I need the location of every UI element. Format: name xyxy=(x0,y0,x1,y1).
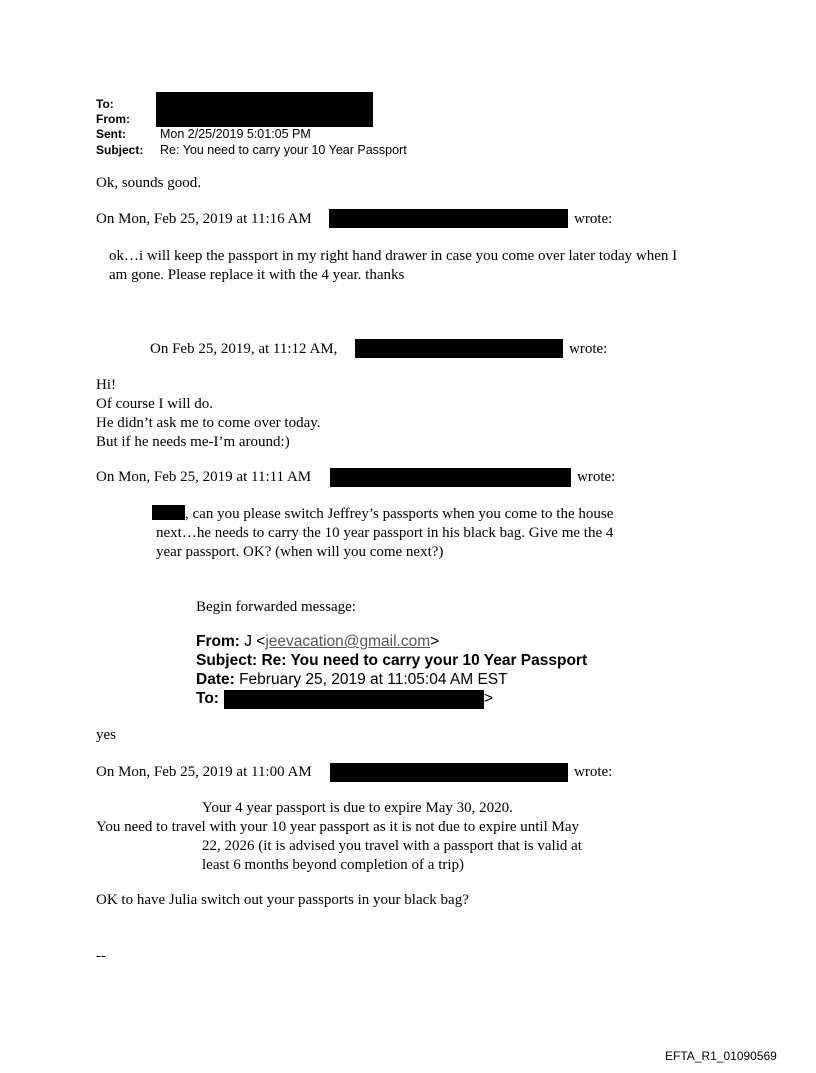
forward-to-close: > xyxy=(484,690,494,707)
recipient-redaction xyxy=(224,690,484,709)
forward-to-label: To: xyxy=(196,690,219,707)
quote-line: , can you please switch Jeffrey’s passports when you come to the house xyxy=(185,506,614,522)
quote-intro: On Mon, Feb 25, 2019 at 11:11 AM xyxy=(96,469,312,485)
quote-line: But if he needs me-I’m around:) xyxy=(96,434,290,450)
quote-wrote: wrote: xyxy=(569,341,608,357)
forward-from-label: From: xyxy=(196,633,240,650)
quote-line: Your 4 year passport is due to expire May 30, 2020. xyxy=(202,800,513,816)
forward-date-label: Date: xyxy=(196,671,235,688)
quote-line: He didn’t ask me to come over today. xyxy=(96,415,321,431)
quote-line: least 6 months beyond completion of a trip) xyxy=(202,857,465,873)
quote-line: year passport. OK? (when will you come next?) xyxy=(156,544,444,560)
forward-from-close: > xyxy=(430,633,440,650)
forward-subject-label: Subject: xyxy=(196,652,258,669)
sender-redaction xyxy=(355,339,563,358)
forward-from xyxy=(196,632,439,651)
name-redaction xyxy=(152,505,185,520)
sender-redaction xyxy=(330,763,568,782)
reply-text: yes xyxy=(96,727,116,743)
sent-value: Mon 2/25/2019 5:01:05 PM xyxy=(160,127,311,141)
header-redaction xyxy=(156,92,373,127)
forward-from-email[interactable]: jeevacation@gmail.com xyxy=(265,633,431,650)
sent-label: Sent: xyxy=(96,127,126,141)
quote-line: am gone. Please replace it with the 4 year. thanks xyxy=(109,267,405,283)
signature-separator: -- xyxy=(96,948,106,964)
to-label: To: xyxy=(96,97,114,111)
subject-value: Re: You need to carry your 10 Year Passport xyxy=(160,143,407,157)
document-id: EFTA_R1_01090569 xyxy=(665,1049,777,1063)
quote-line: Of course I will do. xyxy=(96,396,214,412)
quote-line: You need to travel with your 10 year passport as it is not due to expire until May xyxy=(96,819,579,835)
from-label: From: xyxy=(96,112,130,126)
forward-begin: Begin forwarded message: xyxy=(196,599,356,615)
sender-redaction xyxy=(330,468,571,487)
sender-redaction xyxy=(329,209,568,228)
quote-wrote: wrote: xyxy=(577,469,616,485)
closing-question: OK to have Julia switch out your passports in your black bag? xyxy=(96,892,469,908)
forward-to xyxy=(196,689,219,708)
subject-label: Subject: xyxy=(96,143,144,157)
quote-line: Hi! xyxy=(96,377,116,393)
quote-line: next…he needs to carry the 10 year passport in his black bag. Give me the 4 xyxy=(156,525,614,541)
quote-line: ok…i will keep the passport in my right hand drawer in case you come over later today when I xyxy=(109,248,678,264)
quote-wrote: wrote: xyxy=(574,211,613,227)
quote-line: 22, 2026 (it is advised you travel with a passport that is valid at xyxy=(202,838,582,854)
forward-date-value: February 25, 2019 at 11:05:04 AM EST xyxy=(239,671,508,688)
quote-intro: On Feb 25, 2019, at 11:12 AM, xyxy=(150,341,338,357)
forward-subject xyxy=(196,651,587,670)
quote-wrote: wrote: xyxy=(574,764,613,780)
reply-text: Ok, sounds good. xyxy=(96,175,202,191)
forward-from-name: J < xyxy=(244,633,266,650)
forward-subject-value: Re: You need to carry your 10 Year Passport xyxy=(261,652,588,669)
quote-intro: On Mon, Feb 25, 2019 at 11:00 AM xyxy=(96,764,312,780)
forward-date xyxy=(196,670,508,689)
quote-intro: On Mon, Feb 25, 2019 at 11:16 AM xyxy=(96,211,312,227)
